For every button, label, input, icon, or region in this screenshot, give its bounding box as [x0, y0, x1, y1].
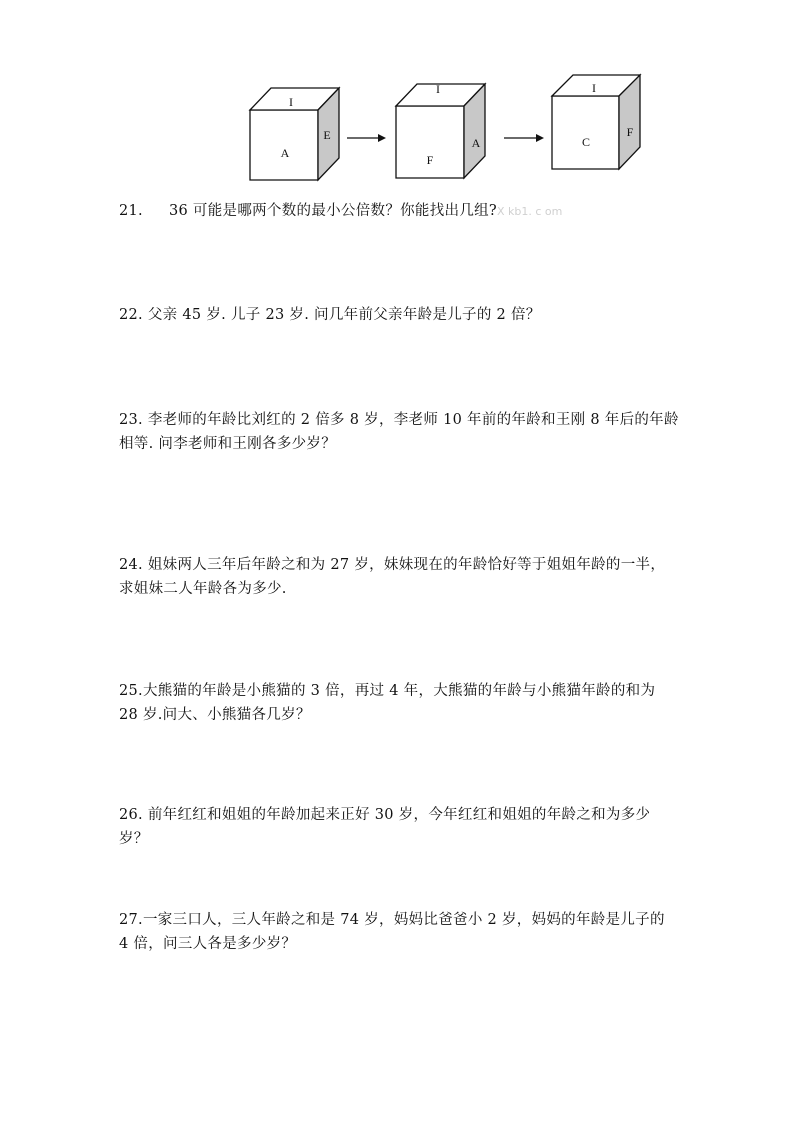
cube-diagram: [240, 70, 680, 185]
cube-1-side-label: E: [323, 128, 331, 142]
cube-1-front-label: A: [280, 146, 290, 160]
question-21: [119, 199, 679, 224]
cube-1: [250, 88, 339, 180]
question-23: [119, 408, 679, 456]
question-text: 23. 李老师的年龄比刘红的 2 倍多 8 岁，李老师 10 年前的年龄和王刚 8 年后的年龄相等. 问李老师和王刚各多少岁？: [119, 412, 679, 452]
question-text: 22. 父亲 45 岁. 儿子 23 岁. 问几年前父亲年龄是儿子的 2 倍？: [119, 307, 541, 323]
question-text: [119, 199, 679, 224]
watermark-text: X kb1. c om: [497, 205, 563, 218]
cube-2: [396, 82, 485, 178]
question-24: [119, 553, 679, 601]
question-26: [119, 803, 679, 851]
question-22: [119, 303, 679, 327]
question-number: 21.: [119, 203, 143, 219]
cube-2-front-label: F: [426, 153, 434, 167]
question-text: 27.一家三口人，三人年龄之和是 74 岁，妈妈比爸爸小 2 岁，妈妈的年龄是儿子的 4 倍，问三人各是多少岁？: [119, 912, 665, 952]
question-25: [119, 679, 679, 727]
arrow-right-icon: [347, 134, 386, 142]
question-text: 24. 姐妹两人三年后年龄之和为 27 岁，妹妹现在的年龄恰好等于姐姐年龄的一半，求姐妹二人年龄各为多少.: [119, 557, 666, 597]
cube-2-side-label: A: [471, 136, 481, 150]
arrow-right-icon: [504, 134, 544, 142]
cube-1-top-label: I: [289, 95, 293, 109]
cube-3-top-label: I: [592, 81, 596, 95]
question-27: [119, 908, 679, 956]
cube-2-top-label: I: [436, 82, 440, 96]
cube-3-side-label: F: [626, 125, 634, 139]
cube-3: [552, 75, 640, 169]
question-text: 25.大熊猫的年龄是小熊猫的 3 倍，再过 4 年，大熊猫的年龄与小熊猫年龄的和为 28 岁.问大、小熊猫各几岁？: [119, 683, 656, 723]
cube-3-front-label: C: [581, 135, 591, 149]
cube-rotation-figure: [240, 70, 680, 185]
question-text: 26. 前年红红和姐姐的年龄加起来正好 30 岁，今年红红和姐姐的年龄之和为多少岁？: [119, 807, 651, 847]
question-text-body: 36 可能是哪两个数的最小公倍数？你能找出几组?: [168, 203, 498, 219]
